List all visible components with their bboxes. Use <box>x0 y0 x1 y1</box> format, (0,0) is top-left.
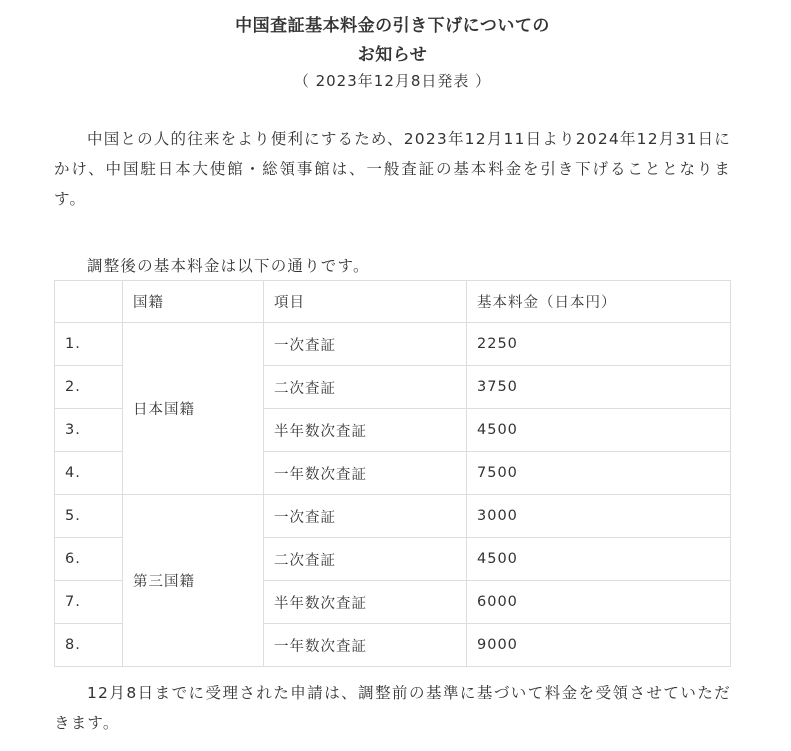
intro-paragraph: 中国との人的往来をより便利にするため、2023年12月11日より2024年12月31日にかけ、中国駐日本大使館・総領事館は、一般査証の基本料金を引き下げることとなります。 <box>54 130 731 208</box>
row-number: 1. <box>55 323 123 366</box>
visa-fee: 4500 <box>467 409 731 452</box>
visa-fee: 3750 <box>467 366 731 409</box>
visa-item: 一次査証 <box>264 323 467 366</box>
nationality-cell: 日本国籍 <box>123 323 264 495</box>
header-no <box>55 281 123 323</box>
visa-item: 半年数次査証 <box>264 409 467 452</box>
visa-fee: 7500 <box>467 452 731 495</box>
visa-item: 二次査証 <box>264 538 467 581</box>
notice-title-line1: 中国査証基本料金の引き下げについての <box>235 16 550 36</box>
fee-table <box>54 280 731 667</box>
visa-fee: 9000 <box>467 624 731 667</box>
header-item: 項目 <box>264 281 467 323</box>
header-fee: 基本料金（日本円） <box>467 281 731 323</box>
visa-fee: 6000 <box>467 581 731 624</box>
visa-fee: 4500 <box>467 538 731 581</box>
visa-item: 一年数次査証 <box>264 452 467 495</box>
nationality-cell: 第三国籍 <box>123 495 264 667</box>
visa-item: 一年数次査証 <box>264 624 467 667</box>
visa-item: 二次査証 <box>264 366 467 409</box>
row-number: 8. <box>55 624 123 667</box>
visa-item: 半年数次査証 <box>264 581 467 624</box>
table-intro-paragraph: 調整後の基本料金は以下の通りです。 <box>87 257 370 275</box>
row-number: 5. <box>55 495 123 538</box>
visa-item: 一次査証 <box>264 495 467 538</box>
row-number: 3. <box>55 409 123 452</box>
visa-fee: 3000 <box>467 495 731 538</box>
notice-title-line2: お知らせ <box>357 45 428 65</box>
publish-date: （ 2023年12月8日発表 ） <box>293 72 492 90</box>
fee-table-header-row <box>55 281 731 323</box>
closing-paragraph: 12月8日までに受理された申請は、調整前の基準に基づいて料金を受領させていただきます。 <box>54 684 731 732</box>
row-number: 7. <box>55 581 123 624</box>
row-number: 2. <box>55 366 123 409</box>
table-row <box>55 495 731 538</box>
table-row <box>55 323 731 366</box>
row-number: 6. <box>55 538 123 581</box>
header-nationality: 国籍 <box>123 281 264 323</box>
visa-fee: 2250 <box>467 323 731 366</box>
row-number: 4. <box>55 452 123 495</box>
